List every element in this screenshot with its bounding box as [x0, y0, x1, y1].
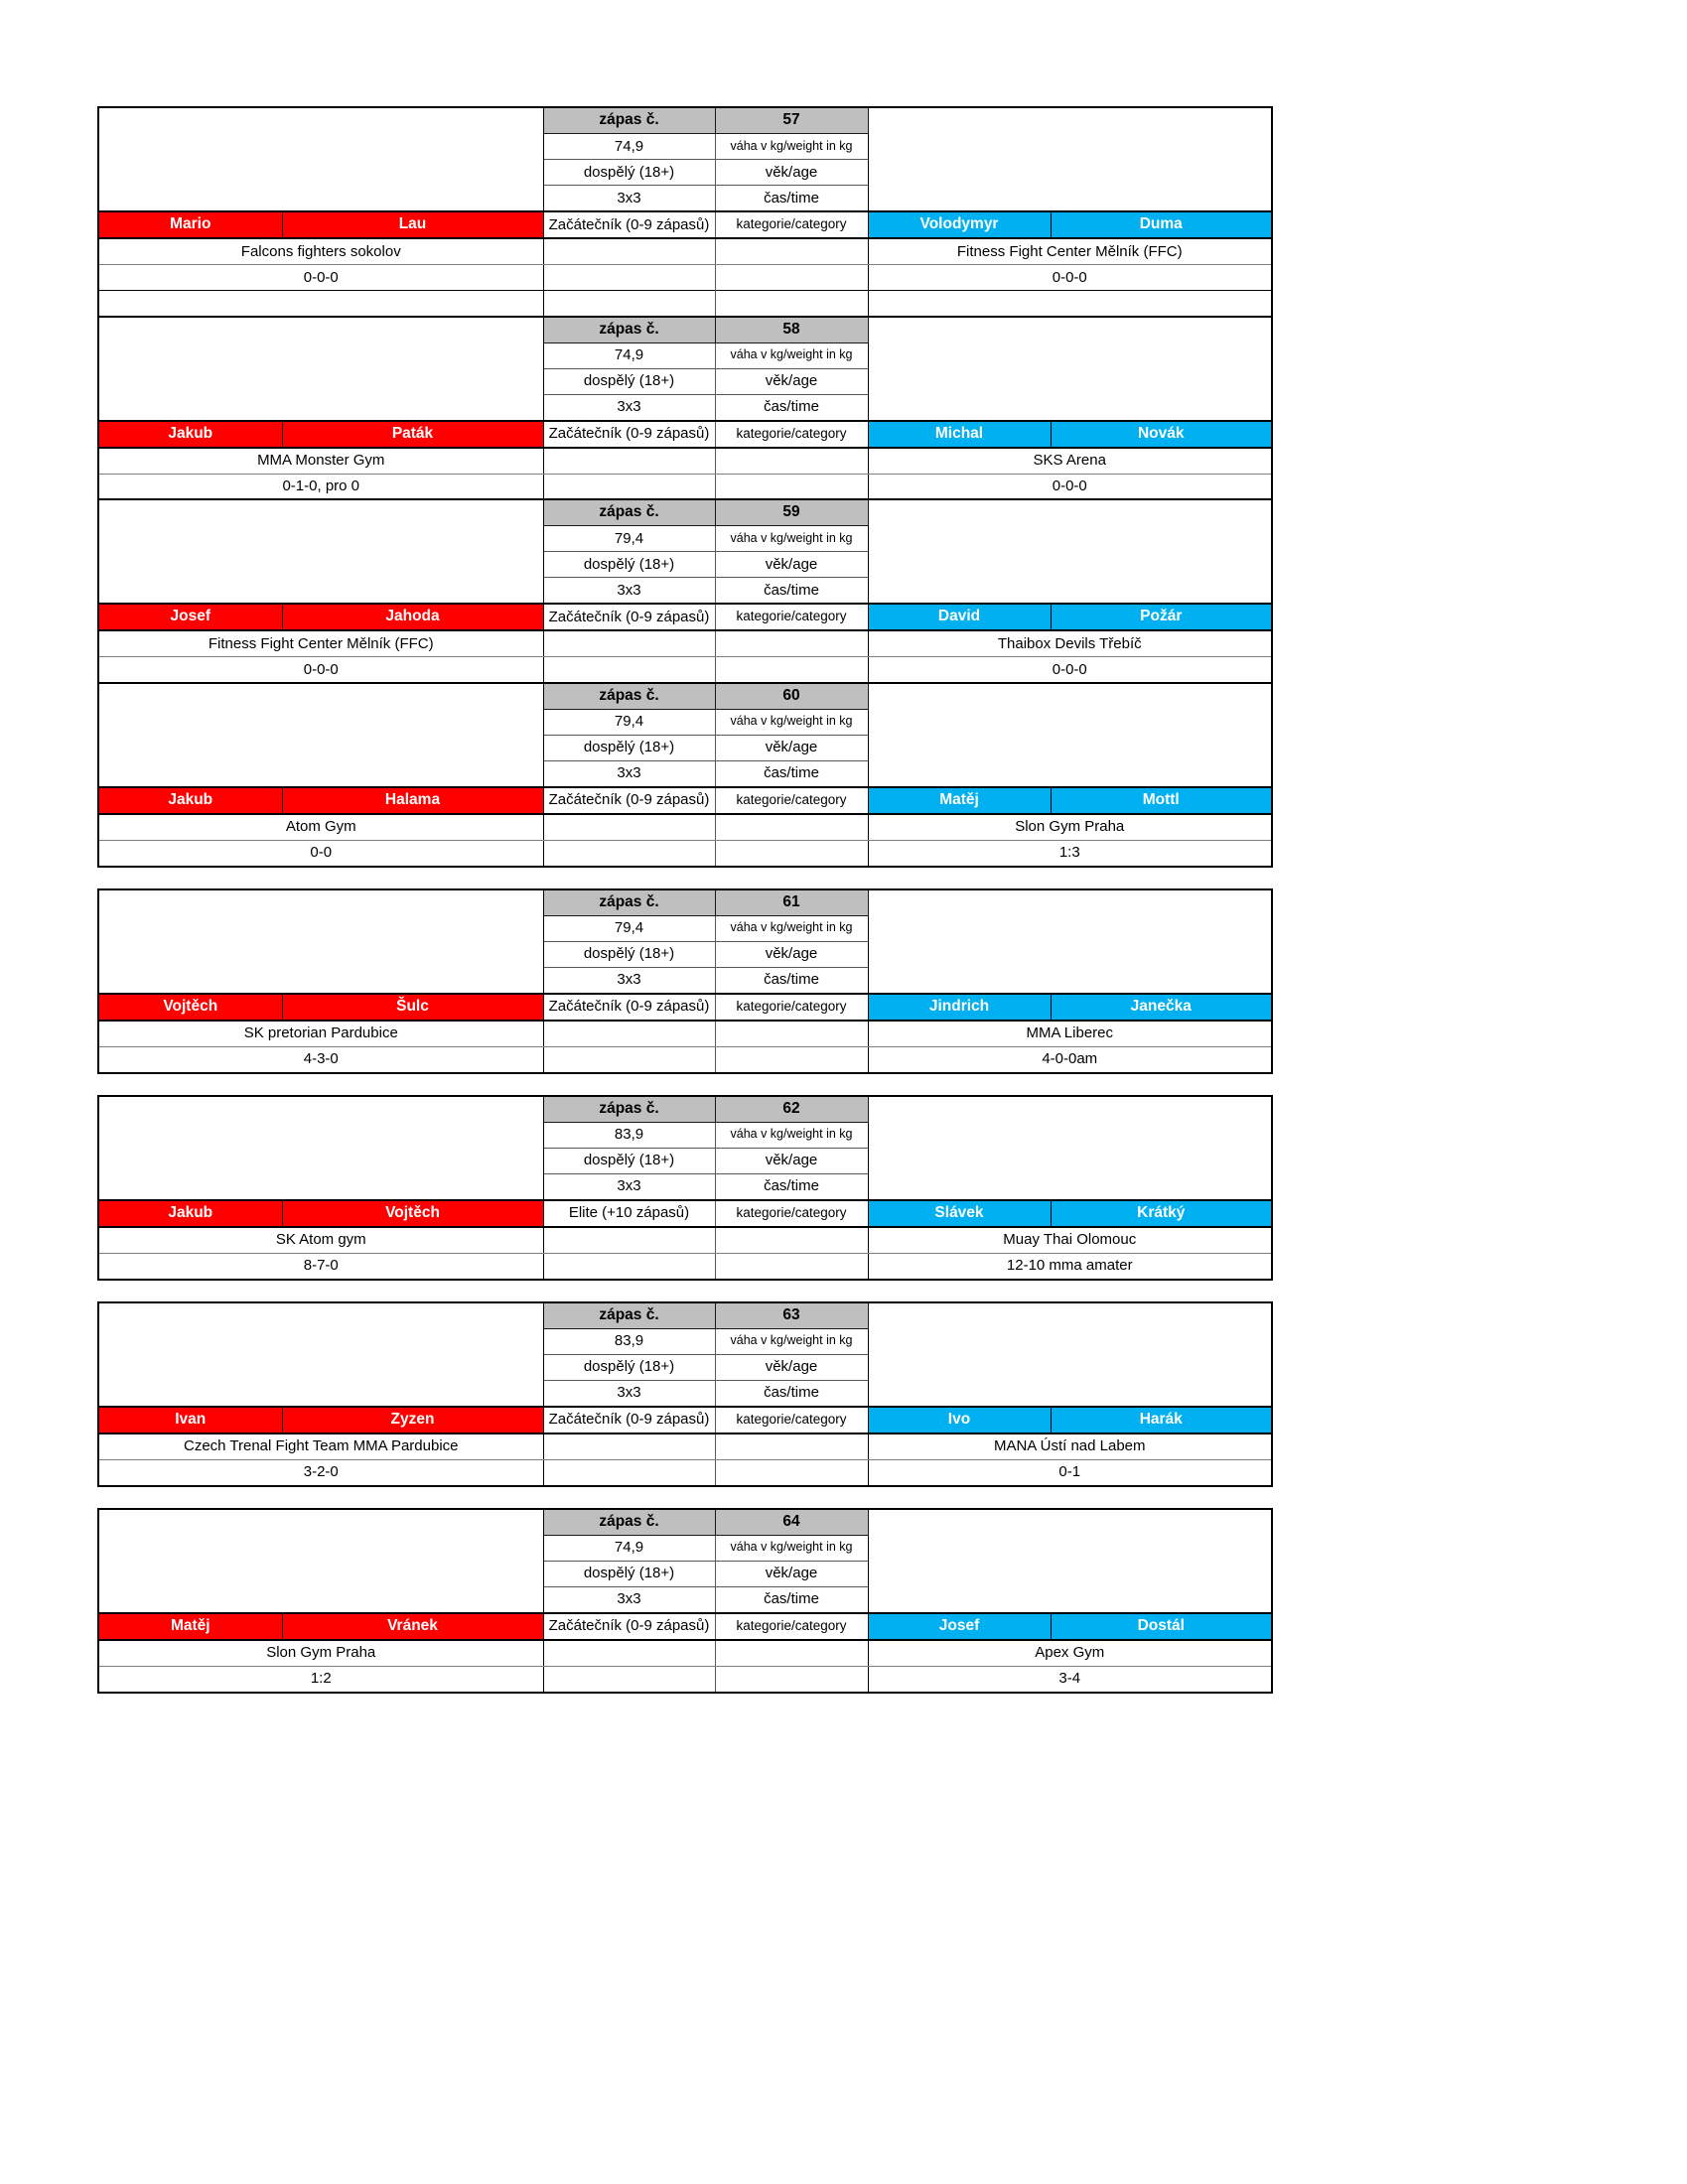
gyms-row: [98, 1433, 1272, 1460]
empty-cell: [543, 814, 715, 841]
match-number: 59: [715, 499, 868, 526]
age-label: věk/age: [715, 1148, 868, 1173]
blue-corner-gym: Thaibox Devils Třebíč: [868, 630, 1272, 657]
weight-label: váha v kg/weight in kg: [715, 342, 868, 368]
red-corner-first-name: Vojtěch: [98, 994, 282, 1021]
red-corner-first-name: Jakub: [98, 1200, 282, 1227]
match-block-59: [97, 498, 1273, 684]
blue-corner-last-name: Dostál: [1051, 1613, 1272, 1640]
empty-cell: [543, 657, 715, 684]
weight-value: 79,4: [543, 915, 715, 941]
blue-corner-first-name: Ivo: [868, 1407, 1051, 1433]
match-number: 63: [715, 1302, 868, 1329]
red-corner-last-name: Vránek: [282, 1613, 543, 1640]
time-label: čas/time: [715, 394, 868, 421]
fighters-row: [98, 604, 1272, 630]
empty-cell: [543, 1640, 715, 1667]
age-label: věk/age: [715, 552, 868, 578]
records-row: [98, 657, 1272, 684]
right-empty-area: [868, 1509, 1272, 1613]
red-corner-last-name: Jahoda: [282, 604, 543, 630]
empty-cell: [543, 238, 715, 265]
empty-cell: [715, 1459, 868, 1486]
weight-label: váha v kg/weight in kg: [715, 1122, 868, 1148]
left-empty-area: [98, 1302, 543, 1407]
time-label: čas/time: [715, 186, 868, 212]
empty-cell: [543, 1046, 715, 1073]
blue-corner-first-name: Volodymyr: [868, 211, 1051, 238]
match-block-57: [97, 106, 1273, 318]
empty-cell: [715, 814, 868, 841]
blue-corner-gym: Slon Gym Praha: [868, 814, 1272, 841]
right-empty-area: [868, 683, 1272, 787]
time-label: čas/time: [715, 967, 868, 994]
left-empty-area: [98, 1096, 543, 1200]
match-header-row: [98, 1509, 1272, 1536]
age-value: dospělý (18+): [543, 160, 715, 186]
category-label: kategorie/category: [715, 604, 868, 630]
time-label: čas/time: [715, 1173, 868, 1200]
age-value: dospělý (18+): [543, 1148, 715, 1173]
red-corner-last-name: Šulc: [282, 994, 543, 1021]
red-corner-gym: Czech Trenal Fight Team MMA Pardubice: [98, 1433, 543, 1460]
empty-cell: [715, 1253, 868, 1280]
empty-cell: [543, 840, 715, 867]
red-corner-last-name: Paták: [282, 421, 543, 448]
fighters-row: [98, 421, 1272, 448]
weight-value: 74,9: [543, 134, 715, 160]
fighters-row: [98, 211, 1272, 238]
blue-corner-first-name: Matěj: [868, 787, 1051, 814]
match-block-62: [97, 1095, 1273, 1281]
match-number: 58: [715, 317, 868, 343]
category-label: kategorie/category: [715, 1407, 868, 1433]
fighters-row: [98, 1613, 1272, 1640]
time-value: 3x3: [543, 760, 715, 787]
right-empty-area: [868, 1096, 1272, 1200]
empty-cell: [543, 448, 715, 475]
match-header-row: [98, 683, 1272, 710]
match-header-row: [98, 317, 1272, 343]
time-value: 3x3: [543, 1173, 715, 1200]
match-no-label: zápas č.: [543, 1302, 715, 1329]
match-header-row: [98, 889, 1272, 916]
red-corner-gym: SK pretorian Pardubice: [98, 1021, 543, 1047]
match-number: 57: [715, 107, 868, 134]
blue-corner-record: 0-0-0: [1052, 660, 1087, 678]
gyms-row: [98, 1227, 1272, 1254]
records-row: [98, 840, 1272, 867]
right-empty-area: [868, 889, 1272, 994]
blue-corner-record: 0-0-0: [1052, 268, 1087, 286]
time-label: čas/time: [715, 1586, 868, 1613]
time-value: 3x3: [543, 186, 715, 212]
match-header-row: [98, 499, 1272, 526]
left-empty-area: [98, 1509, 543, 1613]
category-value: Začátečník (0-9 zápasů): [543, 994, 715, 1021]
weight-value: 79,4: [543, 526, 715, 552]
empty-cell: [715, 840, 868, 867]
weight-label: váha v kg/weight in kg: [715, 134, 868, 160]
blank-spacer-row: [98, 291, 1272, 318]
empty-cell: [715, 1021, 868, 1047]
empty-cell: [543, 1459, 715, 1486]
records-row: [98, 474, 1272, 500]
blue-corner-first-name: David: [868, 604, 1051, 630]
category-value: Začátečník (0-9 zápasů): [543, 211, 715, 238]
match-block-58: [97, 316, 1273, 501]
records-row: [98, 1253, 1272, 1280]
blue-corner-last-name: Novák: [1051, 421, 1272, 448]
left-empty-area: [98, 499, 543, 604]
category-label: kategorie/category: [715, 787, 868, 814]
red-corner-gym: Fitness Fight Center Mělník (FFC): [98, 630, 543, 657]
empty-cell: [543, 1666, 715, 1693]
match-number: 62: [715, 1096, 868, 1123]
empty-cell: [715, 1046, 868, 1073]
weight-value: 83,9: [543, 1328, 715, 1354]
age-value: dospělý (18+): [543, 552, 715, 578]
age-value: dospělý (18+): [543, 735, 715, 760]
red-corner-gym: SK Atom gym: [98, 1227, 543, 1254]
weight-label: váha v kg/weight in kg: [715, 915, 868, 941]
empty-cell: [868, 291, 1272, 318]
left-empty-area: [98, 889, 543, 994]
red-corner-last-name: Lau: [282, 211, 543, 238]
fighters-row: [98, 787, 1272, 814]
weight-label: váha v kg/weight in kg: [715, 1328, 868, 1354]
age-value: dospělý (18+): [543, 941, 715, 967]
blue-corner-gym: Apex Gym: [868, 1640, 1272, 1667]
blue-corner-last-name: Janečka: [1051, 994, 1272, 1021]
red-corner-gym: Slon Gym Praha: [98, 1640, 543, 1667]
age-value: dospělý (18+): [543, 368, 715, 394]
match-number: 64: [715, 1509, 868, 1536]
match-header-row: [98, 1302, 1272, 1329]
red-corner-first-name: Matěj: [98, 1613, 282, 1640]
category-label: kategorie/category: [715, 421, 868, 448]
match-number: 61: [715, 889, 868, 916]
blue-corner-last-name: Požár: [1051, 604, 1272, 630]
blue-corner-last-name: Mottl: [1051, 787, 1272, 814]
red-corner-last-name: Halama: [282, 787, 543, 814]
empty-cell: [715, 657, 868, 684]
left-empty-area: [98, 317, 543, 421]
match-no-label: zápas č.: [543, 1096, 715, 1123]
match-no-label: zápas č.: [543, 499, 715, 526]
empty-cell: [543, 1227, 715, 1254]
category-value: Elite (+10 zápasů): [543, 1200, 715, 1227]
time-value: 3x3: [543, 578, 715, 605]
red-corner-record: 3-2-0: [303, 1463, 339, 1481]
left-empty-area: [98, 107, 543, 211]
match-header-row: [98, 107, 1272, 134]
empty-cell: [543, 1433, 715, 1460]
red-corner-record: 0-1-0, pro 0: [282, 478, 360, 495]
empty-cell: [715, 1666, 868, 1693]
empty-cell: [543, 265, 715, 291]
match-block-63: [97, 1301, 1273, 1487]
gyms-row: [98, 630, 1272, 657]
age-value: dospělý (18+): [543, 1354, 715, 1380]
empty-cell: [715, 630, 868, 657]
empty-cell: [715, 1227, 868, 1254]
gyms-row: [98, 814, 1272, 841]
red-corner-first-name: Josef: [98, 604, 282, 630]
match-header-row: [98, 1096, 1272, 1123]
category-value: Začátečník (0-9 zápasů): [543, 1613, 715, 1640]
age-label: věk/age: [715, 735, 868, 760]
weight-value: 79,4: [543, 709, 715, 735]
empty-cell: [715, 1640, 868, 1667]
empty-cell: [715, 291, 868, 318]
blue-corner-record: 3-4: [1058, 1670, 1081, 1688]
blue-corner-gym: MANA Ústí nad Labem: [868, 1433, 1272, 1460]
red-corner-record: 0-0-0: [303, 660, 339, 678]
age-label: věk/age: [715, 941, 868, 967]
blue-corner-record: 0-0-0: [1052, 478, 1087, 495]
right-empty-area: [868, 499, 1272, 604]
gyms-row: [98, 448, 1272, 475]
match-no-label: zápas č.: [543, 1509, 715, 1536]
time-label: čas/time: [715, 578, 868, 605]
blue-corner-last-name: Krátký: [1051, 1200, 1272, 1227]
category-label: kategorie/category: [715, 211, 868, 238]
empty-cell: [543, 1021, 715, 1047]
match-no-label: zápas č.: [543, 683, 715, 710]
empty-cell: [715, 1433, 868, 1460]
red-corner-first-name: Ivan: [98, 1407, 282, 1433]
blue-corner-record: 0-1: [1058, 1463, 1081, 1481]
records-row: [98, 265, 1272, 291]
match-no-label: zápas č.: [543, 317, 715, 343]
age-label: věk/age: [715, 368, 868, 394]
red-corner-gym: MMA Monster Gym: [98, 448, 543, 475]
weight-value: 74,9: [543, 1535, 715, 1561]
right-empty-area: [868, 1302, 1272, 1407]
empty-cell: [715, 474, 868, 500]
empty-cell: [715, 265, 868, 291]
red-corner-gym: Falcons fighters sokolov: [98, 238, 543, 265]
red-corner-record: 1:2: [310, 1670, 332, 1688]
weight-label: váha v kg/weight in kg: [715, 1535, 868, 1561]
blue-corner-gym: SKS Arena: [868, 448, 1272, 475]
time-value: 3x3: [543, 394, 715, 421]
weight-label: váha v kg/weight in kg: [715, 709, 868, 735]
match-no-label: zápas č.: [543, 889, 715, 916]
age-label: věk/age: [715, 1354, 868, 1380]
age-value: dospělý (18+): [543, 1561, 715, 1586]
blue-corner-last-name: Duma: [1051, 211, 1272, 238]
blue-corner-gym: MMA Liberec: [868, 1021, 1272, 1047]
match-block-60: [97, 682, 1273, 868]
category-label: kategorie/category: [715, 1200, 868, 1227]
red-corner-gym: Atom Gym: [98, 814, 543, 841]
match-blocks-container: [97, 106, 1271, 1694]
blue-corner-last-name: Harák: [1051, 1407, 1272, 1433]
red-corner-record: 0-0-0: [303, 268, 339, 286]
gyms-row: [98, 1021, 1272, 1047]
records-row: [98, 1046, 1272, 1073]
weight-value: 83,9: [543, 1122, 715, 1148]
category-value: Začátečník (0-9 zápasů): [543, 604, 715, 630]
right-empty-area: [868, 107, 1272, 211]
category-value: Začátečník (0-9 zápasů): [543, 787, 715, 814]
gyms-row: [98, 1640, 1272, 1667]
red-corner-last-name: Zyzen: [282, 1407, 543, 1433]
blue-corner-first-name: Jindrich: [868, 994, 1051, 1021]
time-value: 3x3: [543, 1586, 715, 1613]
weight-value: 74,9: [543, 342, 715, 368]
match-block-61: [97, 888, 1273, 1074]
blue-corner-record: 4-0-0am: [1042, 1050, 1098, 1068]
time-value: 3x3: [543, 967, 715, 994]
red-corner-first-name: Jakub: [98, 787, 282, 814]
age-label: věk/age: [715, 160, 868, 186]
blue-corner-record: 12-10 mma amater: [1006, 1257, 1133, 1275]
weight-label: váha v kg/weight in kg: [715, 526, 868, 552]
category-value: Začátečník (0-9 zápasů): [543, 1407, 715, 1433]
records-row: [98, 1459, 1272, 1486]
time-label: čas/time: [715, 1380, 868, 1407]
blue-corner-first-name: Josef: [868, 1613, 1051, 1640]
empty-cell: [543, 630, 715, 657]
empty-cell: [543, 1253, 715, 1280]
empty-cell: [543, 474, 715, 500]
right-empty-area: [868, 317, 1272, 421]
time-value: 3x3: [543, 1380, 715, 1407]
match-number: 60: [715, 683, 868, 710]
red-corner-first-name: Jakub: [98, 421, 282, 448]
time-label: čas/time: [715, 760, 868, 787]
empty-cell: [715, 238, 868, 265]
records-row: [98, 1666, 1272, 1693]
blue-corner-first-name: Slávek: [868, 1200, 1051, 1227]
match-no-label: zápas č.: [543, 107, 715, 134]
red-corner-record: 0-0: [310, 844, 333, 862]
age-label: věk/age: [715, 1561, 868, 1586]
fighters-row: [98, 1200, 1272, 1227]
red-corner-last-name: Vojtěch: [282, 1200, 543, 1227]
blue-corner-gym: Fitness Fight Center Mělník (FFC): [868, 238, 1272, 265]
fighters-row: [98, 994, 1272, 1021]
red-corner-record: 8-7-0: [303, 1257, 339, 1275]
red-corner-first-name: Mario: [98, 211, 282, 238]
category-label: kategorie/category: [715, 994, 868, 1021]
red-corner-record: 4-3-0: [303, 1050, 339, 1068]
empty-cell: [98, 291, 543, 318]
gyms-row: [98, 238, 1272, 265]
blue-corner-record: 1:3: [1058, 844, 1080, 862]
category-value: Začátečník (0-9 zápasů): [543, 421, 715, 448]
empty-cell: [543, 291, 715, 318]
blue-corner-first-name: Michal: [868, 421, 1051, 448]
left-empty-area: [98, 683, 543, 787]
empty-cell: [715, 448, 868, 475]
match-block-64: [97, 1508, 1273, 1694]
blue-corner-gym: Muay Thai Olomouc: [868, 1227, 1272, 1254]
fighters-row: [98, 1407, 1272, 1433]
category-label: kategorie/category: [715, 1613, 868, 1640]
